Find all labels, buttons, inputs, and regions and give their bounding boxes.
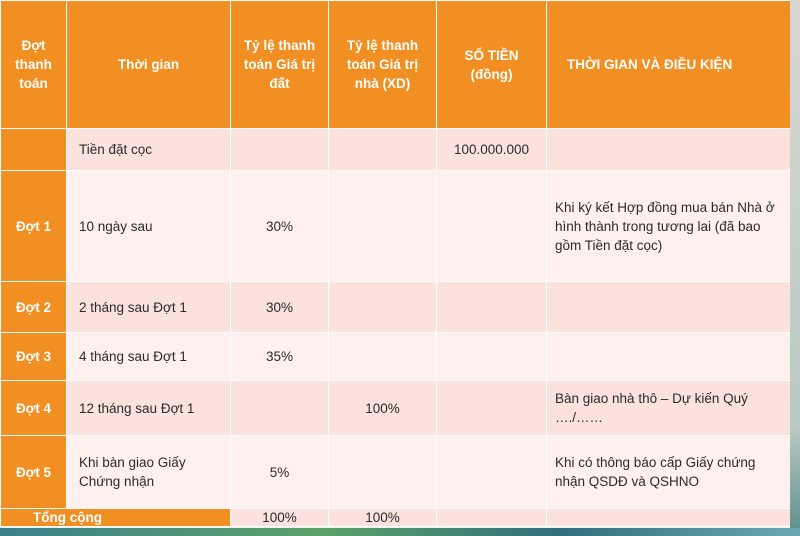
row-dieu-kien (547, 333, 791, 381)
row-thoi-gian: Khi bàn giao Giấy Chứng nhận (67, 436, 231, 509)
row-ty-le-nha (329, 333, 437, 381)
table-row (1, 333, 791, 381)
table-row (1, 381, 791, 436)
background-edge (790, 0, 800, 536)
total-so-tien (437, 509, 547, 527)
row-dot (1, 129, 67, 171)
row-thoi-gian: 10 ngày sau (67, 171, 231, 282)
background-strip (0, 528, 800, 536)
row-ty-le-dat: 30% (231, 171, 329, 282)
row-ty-le-nha: 100% (329, 381, 437, 436)
total-row (1, 509, 791, 527)
total-ty-le-dat: 100% (231, 509, 329, 527)
row-so-tien: 100.000.000 (437, 129, 547, 171)
row-so-tien (437, 381, 547, 436)
header-thoi-gian: Thời gian (67, 1, 231, 129)
header-ty-le-dat: Tỷ lệ thanh toán Giá trị đất (231, 1, 329, 129)
table-row (1, 282, 791, 333)
row-dot: Đợt 2 (1, 282, 67, 333)
row-ty-le-dat (231, 129, 329, 171)
row-dot: Đợt 4 (1, 381, 67, 436)
header-ty-le-nha: Tỷ lệ thanh toán Giá trị nhà (XD) (329, 1, 437, 129)
row-so-tien (437, 282, 547, 333)
total-dieu-kien (547, 509, 791, 527)
row-ty-le-dat: 30% (231, 282, 329, 333)
row-so-tien (437, 333, 547, 381)
row-dot: Đợt 1 (1, 171, 67, 282)
row-thoi-gian: 12 tháng sau Đợt 1 (67, 381, 231, 436)
row-dieu-kien (547, 129, 791, 171)
row-so-tien (437, 436, 547, 509)
row-dieu-kien: Khi ký kết Hợp đồng mua bán Nhà ở hình thành trong tương lai (đã bao gồm Tiền đặt cọc) (547, 171, 791, 282)
row-ty-le-nha (329, 436, 437, 509)
row-thoi-gian: 2 tháng sau Đợt 1 (67, 282, 231, 333)
row-ty-le-dat: 35% (231, 333, 329, 381)
row-ty-le-dat (231, 381, 329, 436)
header-dot: Đợt thanh toán (1, 1, 67, 129)
row-ty-le-nha (329, 129, 437, 171)
table-row (1, 171, 791, 282)
row-dot: Đợt 5 (1, 436, 67, 509)
row-ty-le-dat: 5% (231, 436, 329, 509)
row-dieu-kien: Bàn giao nhà thô – Dự kiến Quý …./…… (547, 381, 791, 436)
table-row (1, 129, 791, 171)
row-dieu-kien (547, 282, 791, 333)
row-ty-le-nha (329, 282, 437, 333)
row-dot: Đợt 3 (1, 333, 67, 381)
total-ty-le-nha: 100% (329, 509, 437, 527)
row-thoi-gian: Tiền đặt cọc (67, 129, 231, 171)
row-ty-le-nha (329, 171, 437, 282)
header-dieu-kien: THỜI GIAN VÀ ĐIỀU KIỆN (547, 1, 791, 129)
header-so-tien: SỐ TIỀN (đồng) (437, 1, 547, 129)
table-row (1, 436, 791, 509)
header-row (1, 1, 791, 129)
total-label: Tổng cộng (1, 509, 231, 527)
row-thoi-gian: 4 tháng sau Đợt 1 (67, 333, 231, 381)
row-dieu-kien: Khi có thông báo cấp Giấy chứng nhận QSDĐ và QSHNO (547, 436, 791, 509)
row-so-tien (437, 171, 547, 282)
